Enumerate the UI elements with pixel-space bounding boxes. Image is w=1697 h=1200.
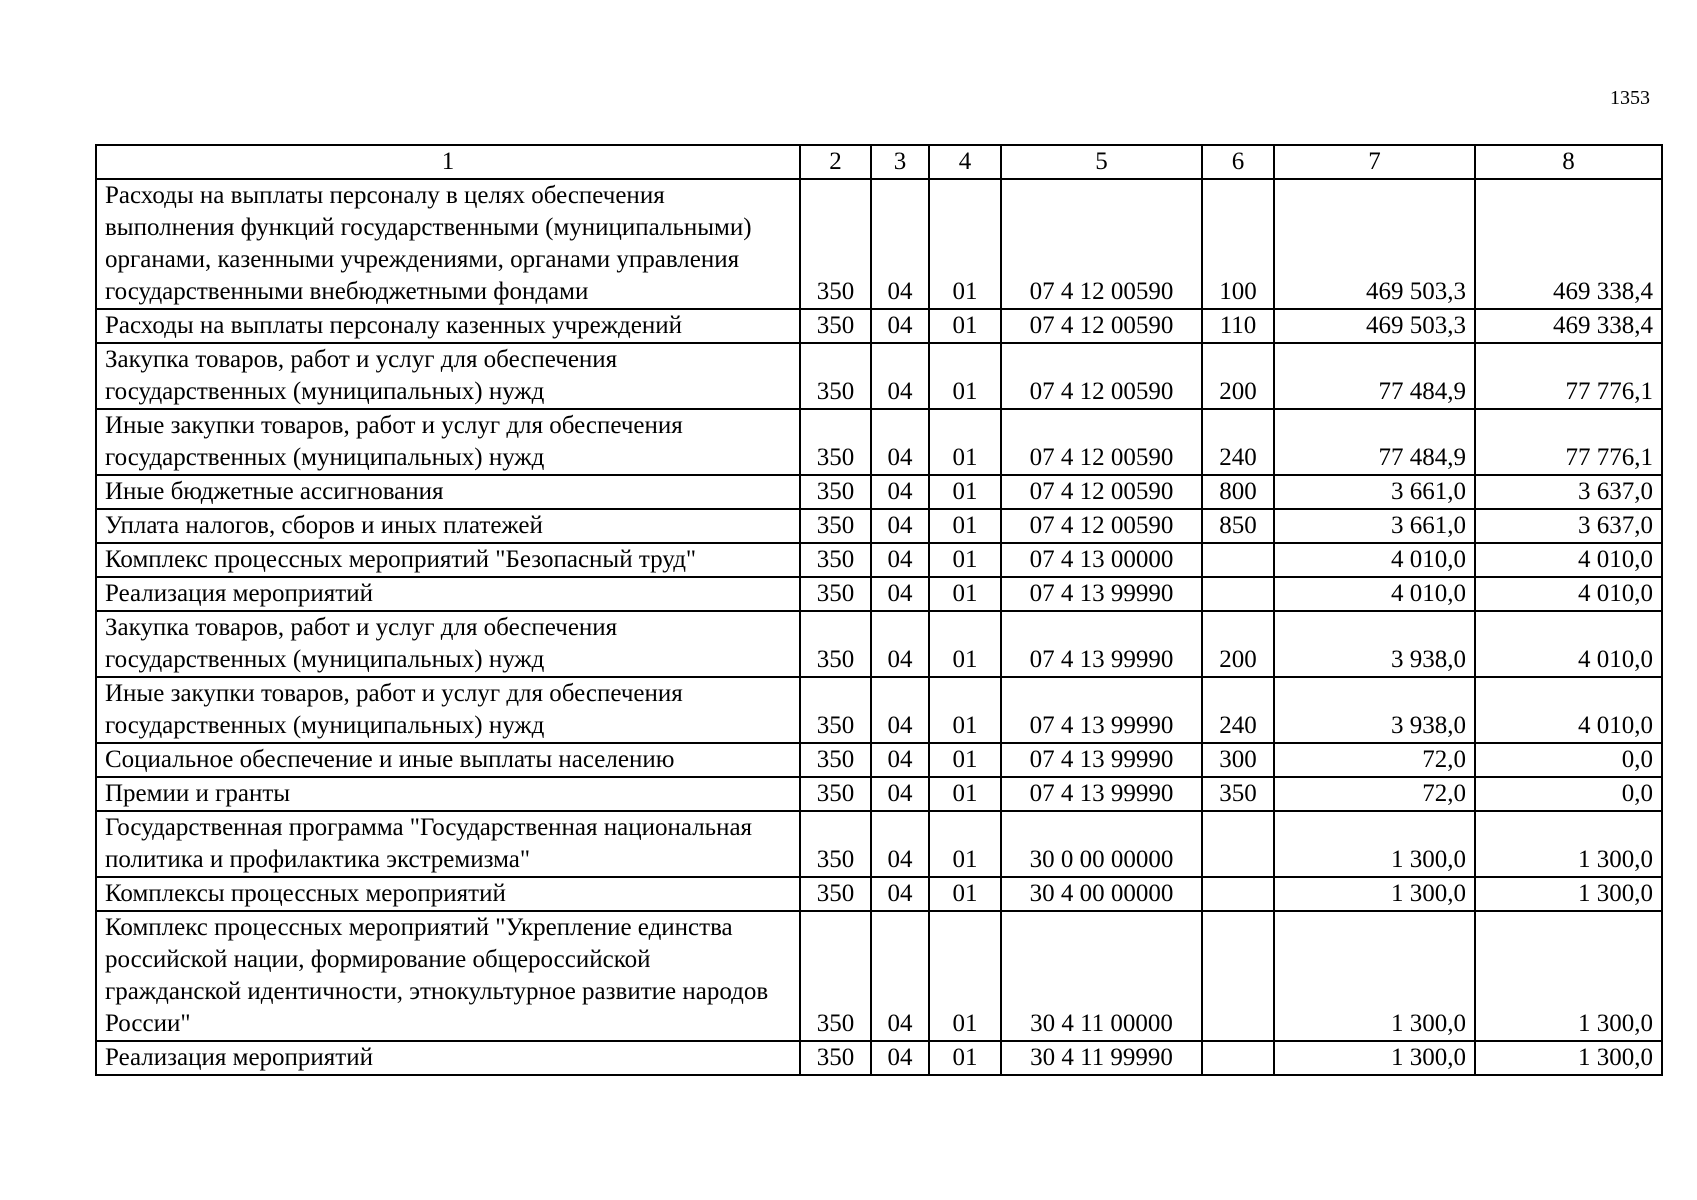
code-cell: 01 xyxy=(929,911,1001,1041)
expense-type-cell: 110 xyxy=(1202,309,1274,343)
code-cell: 350 xyxy=(800,543,871,577)
target-code-cell: 07 4 12 00590 xyxy=(1001,475,1202,509)
amount-cell: 77 776,1 xyxy=(1475,343,1662,409)
amount-cell: 3 938,0 xyxy=(1274,611,1475,677)
code-cell: 01 xyxy=(929,1041,1001,1075)
code-cell: 04 xyxy=(871,811,929,877)
expense-type-cell xyxy=(1202,1041,1274,1075)
code-cell: 01 xyxy=(929,179,1001,309)
expense-type-cell: 300 xyxy=(1202,743,1274,777)
code-cell: 04 xyxy=(871,877,929,911)
column-header: 8 xyxy=(1475,145,1662,179)
row-name-cell: Премии и гранты xyxy=(96,777,800,811)
table-row xyxy=(96,677,1662,743)
code-cell: 01 xyxy=(929,677,1001,743)
table-row xyxy=(96,475,1662,509)
amount-cell: 1 300,0 xyxy=(1475,1041,1662,1075)
amount-cell: 4 010,0 xyxy=(1475,611,1662,677)
code-cell: 04 xyxy=(871,543,929,577)
target-code-cell: 07 4 12 00590 xyxy=(1001,509,1202,543)
expense-type-cell xyxy=(1202,811,1274,877)
code-cell: 01 xyxy=(929,475,1001,509)
code-cell: 01 xyxy=(929,343,1001,409)
code-cell: 01 xyxy=(929,743,1001,777)
amount-cell: 1 300,0 xyxy=(1475,811,1662,877)
code-cell: 01 xyxy=(929,543,1001,577)
row-name-cell: Комплекс процессных мероприятий "Безопасный труд" xyxy=(96,543,800,577)
row-name-cell: Иные бюджетные ассигнования xyxy=(96,475,800,509)
code-cell: 350 xyxy=(800,743,871,777)
amount-cell: 4 010,0 xyxy=(1475,577,1662,611)
amount-cell: 1 300,0 xyxy=(1475,911,1662,1041)
table-row xyxy=(96,543,1662,577)
amount-cell: 4 010,0 xyxy=(1475,677,1662,743)
expense-type-cell: 800 xyxy=(1202,475,1274,509)
expense-type-cell: 200 xyxy=(1202,343,1274,409)
code-cell: 01 xyxy=(929,509,1001,543)
amount-cell: 1 300,0 xyxy=(1274,877,1475,911)
amount-cell: 469 338,4 xyxy=(1475,309,1662,343)
table-row xyxy=(96,743,1662,777)
table-row xyxy=(96,179,1662,309)
column-header: 1 xyxy=(96,145,800,179)
target-code-cell: 30 4 11 00000 xyxy=(1001,911,1202,1041)
amount-cell: 72,0 xyxy=(1274,777,1475,811)
code-cell: 350 xyxy=(800,777,871,811)
code-cell: 01 xyxy=(929,611,1001,677)
row-name-cell: Социальное обеспечение и иные выплаты населению xyxy=(96,743,800,777)
row-name-cell: Комплекс процессных мероприятий "Укрепление единства российской нации, формирование общероссийской гражданской идентичности, этнокультурное развитие народов России" xyxy=(96,911,800,1041)
code-cell: 04 xyxy=(871,179,929,309)
code-cell: 04 xyxy=(871,743,929,777)
code-cell: 04 xyxy=(871,475,929,509)
row-name-cell: Государственная программа "Государственная национальная политика и профилактика экстремизма" xyxy=(96,811,800,877)
column-header: 3 xyxy=(871,145,929,179)
target-code-cell: 30 0 00 00000 xyxy=(1001,811,1202,877)
amount-cell: 1 300,0 xyxy=(1274,811,1475,877)
code-cell: 350 xyxy=(800,343,871,409)
target-code-cell: 30 4 11 99990 xyxy=(1001,1041,1202,1075)
code-cell: 04 xyxy=(871,611,929,677)
amount-cell: 1 300,0 xyxy=(1274,911,1475,1041)
code-cell: 350 xyxy=(800,877,871,911)
target-code-cell: 07 4 13 99990 xyxy=(1001,777,1202,811)
code-cell: 350 xyxy=(800,409,871,475)
code-cell: 350 xyxy=(800,309,871,343)
column-header: 2 xyxy=(800,145,871,179)
table-row xyxy=(96,811,1662,877)
amount-cell: 4 010,0 xyxy=(1475,543,1662,577)
row-name-cell: Закупка товаров, работ и услуг для обеспечения государственных (муниципальных) нужд xyxy=(96,343,800,409)
amount-cell: 1 300,0 xyxy=(1475,877,1662,911)
code-cell: 04 xyxy=(871,409,929,475)
amount-cell: 3 637,0 xyxy=(1475,475,1662,509)
code-cell: 04 xyxy=(871,309,929,343)
code-cell: 350 xyxy=(800,179,871,309)
code-cell: 04 xyxy=(871,1041,929,1075)
amount-cell: 3 661,0 xyxy=(1274,475,1475,509)
expense-type-cell xyxy=(1202,577,1274,611)
amount-cell: 469 503,3 xyxy=(1274,309,1475,343)
code-cell: 04 xyxy=(871,777,929,811)
code-cell: 01 xyxy=(929,409,1001,475)
table-row xyxy=(96,877,1662,911)
amount-cell: 3 938,0 xyxy=(1274,677,1475,743)
expense-type-cell: 240 xyxy=(1202,677,1274,743)
column-header: 5 xyxy=(1001,145,1202,179)
row-name-cell: Расходы на выплаты персоналу в целях обеспечения выполнения функций государственными (муниципальными) органами, казенными учреждениями, органами управления государственными внебюджетными фондами xyxy=(96,179,800,309)
code-cell: 04 xyxy=(871,343,929,409)
amount-cell: 469 503,3 xyxy=(1274,179,1475,309)
target-code-cell: 07 4 13 99990 xyxy=(1001,577,1202,611)
row-name-cell: Закупка товаров, работ и услуг для обеспечения государственных (муниципальных) нужд xyxy=(96,611,800,677)
budget-table xyxy=(95,144,1663,1076)
table-row xyxy=(96,1041,1662,1075)
code-cell: 350 xyxy=(800,577,871,611)
table-row xyxy=(96,777,1662,811)
page-number: 1353 xyxy=(1610,87,1650,109)
code-cell: 04 xyxy=(871,509,929,543)
target-code-cell: 07 4 12 00590 xyxy=(1001,179,1202,309)
expense-type-cell: 350 xyxy=(1202,777,1274,811)
amount-cell: 72,0 xyxy=(1274,743,1475,777)
expense-type-cell: 850 xyxy=(1202,509,1274,543)
row-name-cell: Реализация мероприятий xyxy=(96,577,800,611)
amount-cell: 77 484,9 xyxy=(1274,343,1475,409)
code-cell: 350 xyxy=(800,677,871,743)
target-code-cell: 07 4 12 00590 xyxy=(1001,409,1202,475)
table-row xyxy=(96,577,1662,611)
code-cell: 04 xyxy=(871,577,929,611)
amount-cell: 4 010,0 xyxy=(1274,577,1475,611)
amount-cell: 4 010,0 xyxy=(1274,543,1475,577)
code-cell: 350 xyxy=(800,1041,871,1075)
code-cell: 350 xyxy=(800,911,871,1041)
row-name-cell: Комплексы процессных мероприятий xyxy=(96,877,800,911)
code-cell: 350 xyxy=(800,811,871,877)
amount-cell: 77 776,1 xyxy=(1475,409,1662,475)
column-header: 7 xyxy=(1274,145,1475,179)
table-row xyxy=(96,309,1662,343)
amount-cell: 3 637,0 xyxy=(1475,509,1662,543)
column-header: 4 xyxy=(929,145,1001,179)
table-row xyxy=(96,343,1662,409)
row-name-cell: Расходы на выплаты персоналу казенных учреждений xyxy=(96,309,800,343)
code-cell: 01 xyxy=(929,777,1001,811)
amount-cell: 469 338,4 xyxy=(1475,179,1662,309)
amount-cell: 3 661,0 xyxy=(1274,509,1475,543)
code-cell: 01 xyxy=(929,309,1001,343)
code-cell: 350 xyxy=(800,611,871,677)
expense-type-cell: 200 xyxy=(1202,611,1274,677)
row-name-cell: Иные закупки товаров, работ и услуг для обеспечения государственных (муниципальных) нужд xyxy=(96,677,800,743)
target-code-cell: 07 4 12 00590 xyxy=(1001,343,1202,409)
expense-type-cell: 240 xyxy=(1202,409,1274,475)
code-cell: 350 xyxy=(800,509,871,543)
target-code-cell: 07 4 12 00590 xyxy=(1001,309,1202,343)
amount-cell: 1 300,0 xyxy=(1274,1041,1475,1075)
expense-type-cell: 100 xyxy=(1202,179,1274,309)
row-name-cell: Реализация мероприятий xyxy=(96,1041,800,1075)
code-cell: 04 xyxy=(871,677,929,743)
target-code-cell: 07 4 13 00000 xyxy=(1001,543,1202,577)
column-header: 6 xyxy=(1202,145,1274,179)
code-cell: 01 xyxy=(929,811,1001,877)
table-row xyxy=(96,509,1662,543)
code-cell: 01 xyxy=(929,577,1001,611)
target-code-cell: 07 4 13 99990 xyxy=(1001,611,1202,677)
amount-cell: 0,0 xyxy=(1475,777,1662,811)
column-number-header-row xyxy=(96,145,1662,179)
expense-type-cell xyxy=(1202,911,1274,1041)
code-cell: 350 xyxy=(800,475,871,509)
table-row xyxy=(96,911,1662,1041)
table-row xyxy=(96,611,1662,677)
code-cell: 01 xyxy=(929,877,1001,911)
target-code-cell: 07 4 13 99990 xyxy=(1001,743,1202,777)
amount-cell: 77 484,9 xyxy=(1274,409,1475,475)
code-cell: 04 xyxy=(871,911,929,1041)
target-code-cell: 07 4 13 99990 xyxy=(1001,677,1202,743)
row-name-cell: Иные закупки товаров, работ и услуг для обеспечения государственных (муниципальных) нужд xyxy=(96,409,800,475)
table-row xyxy=(96,409,1662,475)
target-code-cell: 30 4 00 00000 xyxy=(1001,877,1202,911)
expense-type-cell xyxy=(1202,877,1274,911)
amount-cell: 0,0 xyxy=(1475,743,1662,777)
row-name-cell: Уплата налогов, сборов и иных платежей xyxy=(96,509,800,543)
expense-type-cell xyxy=(1202,543,1274,577)
